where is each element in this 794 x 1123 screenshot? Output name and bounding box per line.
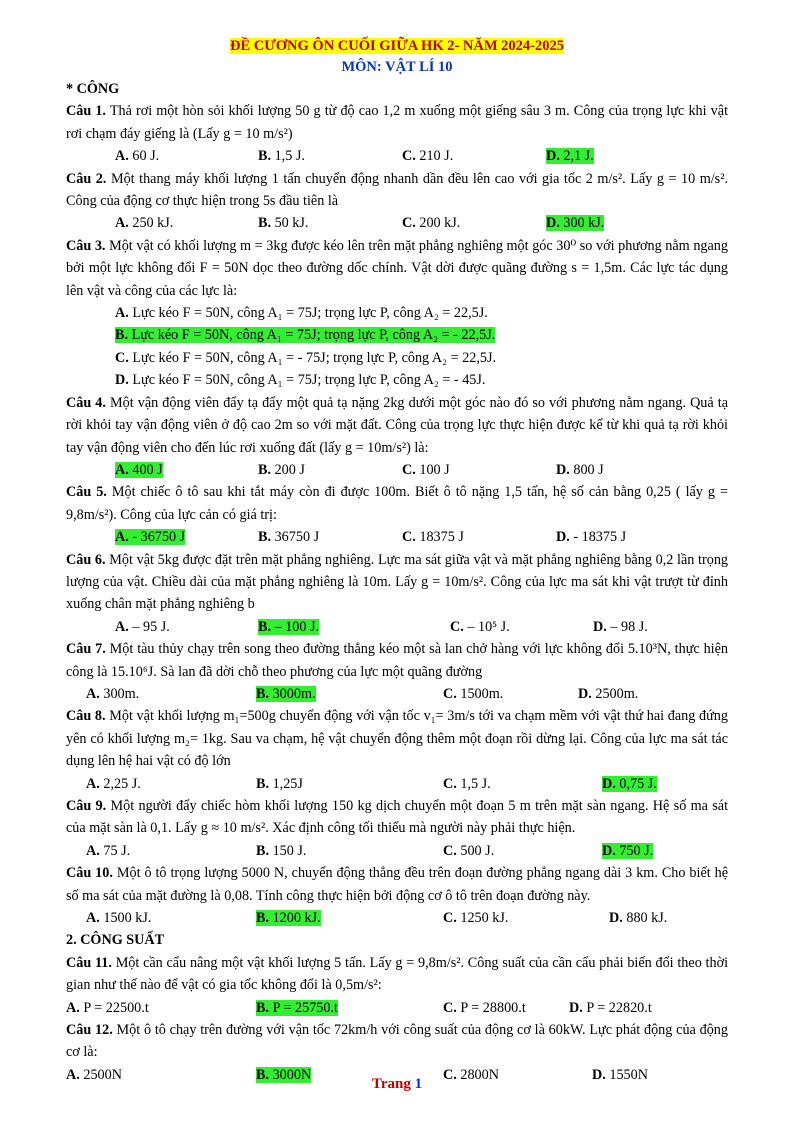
option-b: B. 1,25J — [256, 775, 303, 792]
option-a: A. 250 kJ. — [115, 215, 174, 232]
option-d-answer: D. 300 kJ. — [546, 215, 605, 232]
option-c: C. 200 kJ. — [402, 215, 461, 232]
option-b-answer: B. P = 25750.t — [256, 999, 338, 1016]
option-d-answer: D. 0,75 J. — [602, 775, 657, 792]
question-11: Câu 11. Một cần cẩu nâng một vật khối lượng 5 tấn. Lấy g = 9,8m/s². Công suất của cần cẩu phải biến đổi theo thời gian như thế nào để vật có gia tốc không đổi là 0,5m/s²: — [66, 954, 729, 994]
option-d: D. 880 kJ. — [609, 910, 668, 927]
question-8: Câu 8. Một vật khối lượng m₁=500g chuyển động với vận tốc v₁= 3m/s tới va chạm mềm với vật thứ hai đang đứng yên có khối lượng m₂= 1kg. Sau va chạm, hệ vật chuyển động thêm một đoạn rồi dừng lại. Công của lực ma sát tác dụng lên hệ hai vật có độ lớn — [66, 708, 728, 770]
option-a: A. 2,25 J. — [86, 775, 141, 792]
option-a: A. 2500N — [66, 1066, 122, 1083]
option-c: C. 1,5 J. — [443, 775, 491, 792]
option-c: C. 210 J. — [402, 148, 454, 165]
document-page — [66, 36, 728, 1086]
option-c: C. Lực kéo F = 50N, công A₁ = - 75J; trọng lực P, công A₂ = 22,5J. — [115, 349, 497, 366]
question-6-options — [66, 616, 728, 638]
question-label: Câu 1. — [66, 103, 106, 120]
option-c: C. 1250 kJ. — [443, 910, 509, 927]
question-1 — [66, 100, 728, 145]
section-heading-work: * CÔNG — [66, 81, 120, 97]
option-a-answer: A. - 36750 J — [115, 529, 186, 546]
question-12: Câu 12. Một ô tô chạy trên đường với vận tốc 72km/h với công suất của động cơ là 60kW. Lực phát động của động cơ là: — [66, 1022, 728, 1061]
question-4: Câu 4. Một vận động viên đẩy tạ đẩy một quả tạ nặng 2kg dưới một góc nào đó so với phương nằm ngang. Quả tạ rời khỏi tay vận động viên ở độ cao 2m so với mặt đất. Công của trọng lực thực hiện được kể từ khi quả tạ rời khỏi tay vận động viên cho đến lúc rơi xuống đất (lấy g = 10m/s²) là: — [66, 394, 729, 456]
option-a: A. P = 22500.t — [66, 999, 149, 1016]
question-7-options — [66, 683, 728, 705]
option-b-answer: B. – 100 J. — [258, 618, 320, 635]
question-3: Câu 3. Một vật có khối lượng m = 3kg được kéo lên trên mặt phẳng nghiêng một góc 30⁰ so với phương nằm ngang bởi một lực không đổi F = 50N dọc theo đường dốc chính. Vật dời được quãng đường s = 1,5m. Các lực tác dụng lên vật và công của các lực là: — [66, 237, 728, 299]
document-subtitle: MÔN: VẬT LÍ 10 — [341, 59, 453, 75]
question-2-options — [66, 212, 728, 234]
question-text: Thả rơi một hòn sỏi khối lượng 50 g từ độ cao 1,2 m xuống một giếng sâu 3 m. Công của trọng lực khi vật rơi chạm đáy giếng là (Lấy g = 10 m/s²) — [66, 103, 729, 142]
question-5: Câu 5. Một chiếc ô tô sau khi tắt máy còn đi được 100m. Biết ô tô nặng 1,5 tấn, hệ số cản bằng 0,25 ( lấy g = 9,8m/s²). Công của lực cản có giá trị: — [66, 484, 729, 523]
option-c: C. 100 J — [402, 461, 450, 478]
footer-page-word: Trang — [371, 1076, 411, 1092]
option-c: C. 18375 J — [402, 529, 464, 546]
option-b-answer: B. 1200 kJ. — [256, 910, 321, 927]
option-d: D. P = 22820.t — [569, 999, 652, 1016]
question-10-options — [66, 907, 728, 929]
question-6: Câu 6. Một vật 5kg được đặt trên mặt phẳng nghiêng. Lực ma sát giữa vật và mặt phẳng nghiêng bằng 0,2 lần trọng lượng của vật. Chiều dài của mặt phẳng nghiêng là 10m. Lấy g = 10m/s². Công của lực ma sát khi vật trượt từ đỉnh xuống chân mặt phẳng nghiêng b — [66, 551, 729, 613]
option-b: B. 36750 J — [258, 529, 320, 546]
question-9: Câu 9. Một người đẩy chiếc hòm khối lượng 150 kg dịch chuyển một đoạn 5 m trên mặt sàn ngang. Hệ số ma sát của mặt sàn là 0,1. Lấy g ≈ 10 m/s². Xác định công tối thiểu mà người này phải thực hiện. — [66, 798, 729, 837]
option-c: C. 500 J. — [443, 842, 495, 859]
question-10: Câu 10. Một ô tô trọng lượng 5000 N, chuyển động thẳng đều trên đoạn đường phẳng ngang dài 3 km. Cho biết hệ số ma sát của mặt đường là 0,08. Tính công thực hiện bởi động cơ ô tô trên đoạn đường này. — [66, 865, 729, 904]
question-11-options — [66, 997, 728, 1019]
question-5-options — [66, 526, 728, 548]
option-a: A. 1500 kJ. — [86, 910, 152, 927]
option-a: A. Lực kéo F = 50N, công A₁ = 75J; trọng lực P, công A₂ = 22,5J. — [115, 305, 488, 322]
option-a-answer: A. 400 J — [115, 461, 163, 478]
section-heading-power: 2. CÔNG SUẤT — [66, 932, 165, 949]
page-footer — [0, 1076, 794, 1093]
document-title: ĐỀ CƯƠNG ÔN CUỐI GIỮA HK 2- NĂM 2024-2025 — [229, 38, 565, 54]
option-d-answer: D. 750 J. — [602, 842, 654, 859]
option-b: B. 150 J. — [256, 842, 307, 859]
option-a: A. – 95 J. — [115, 618, 170, 635]
option-d: D. 800 J — [556, 461, 604, 478]
option-b-answer: B. Lực kéo F = 50N, công A₁ = 75J; trọng lực P, công A₂ = - 22,5J. — [115, 327, 496, 344]
option-b: B. 200 J — [258, 461, 305, 478]
option-b-answer: B. 3000m. — [256, 685, 316, 702]
option-d-answer: D. 2,1 J. — [546, 148, 594, 165]
option-a: A. 60 J. — [115, 148, 160, 165]
option-c: C. – 10⁵ J. — [450, 618, 510, 635]
option-b-answer: B. 3000N — [256, 1066, 312, 1083]
option-b: B. 50 kJ. — [258, 215, 309, 232]
question-1-options — [66, 145, 728, 167]
option-a: A. 75 J. — [86, 842, 131, 859]
option-d: D. - 18375 J — [556, 529, 627, 546]
question-2: Câu 2. Một thang máy khối lượng 1 tấn chuyển động nhanh dần đều lên cao với gia tốc 2 m/s². Lấy g = 10 m/s². Công của động cơ thực hiện trong 5s đầu tiên là — [66, 170, 729, 210]
option-c: C. 2800N — [443, 1066, 499, 1083]
option-c: C. 1500m. — [443, 685, 504, 702]
footer-page-number: 1 — [414, 1076, 423, 1092]
question-8-options — [66, 773, 728, 795]
question-9-options — [66, 840, 728, 862]
option-a: A. 300m. — [86, 685, 140, 702]
option-d: D. Lực kéo F = 50N, công A₁ = 75J; trọng lực P, công A₂ = - 45J. — [115, 372, 486, 389]
option-d: D. – 98 J. — [593, 618, 648, 635]
question-7: Câu 7. Một tàu thủy chạy trên song theo đường thẳng kéo một sà lan chở hàng với lực không đổi 5.10³N, thực hiện công là 15.10⁶J. Sà lan đã dời chỗ theo phương của lực một quãng đường — [66, 641, 729, 680]
option-d: D. 2500m. — [578, 685, 639, 702]
option-b: B. 1,5 J. — [258, 148, 305, 165]
option-d: D. 1550N — [592, 1066, 648, 1083]
option-c: C. P = 28800.t — [443, 999, 526, 1016]
question-4-options — [66, 459, 728, 481]
